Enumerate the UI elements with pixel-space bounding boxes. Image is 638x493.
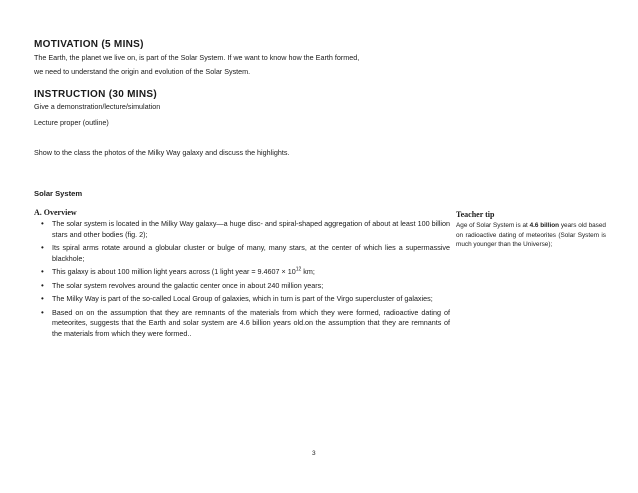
bullet-icon: •	[41, 219, 44, 228]
motivation-heading: MOTIVATION (5 MINS)	[34, 39, 144, 50]
highlight-text: 4.6 billion	[529, 222, 560, 229]
exponent: 12	[295, 266, 302, 273]
bullet-icon: •	[41, 243, 44, 252]
instruction-line-3: Show to the class the photos of the Milky Way galaxy and discuss the highlights.	[34, 148, 290, 157]
teacher-tip-text: Age of Solar System is at 4.6 billion years old based on radioactive dating of meteorites (Solar System is much younger than the Universe);	[456, 222, 606, 248]
teacher-tip-heading: Teacher tip	[456, 210, 495, 219]
overview-label: A. Overview	[34, 208, 77, 217]
instruction-line-2: Lecture proper (outline)	[34, 118, 109, 127]
bullet-icon: •	[41, 280, 44, 290]
solar-system-heading: Solar System	[34, 189, 83, 198]
list-item: • This galaxy is about 100 million light years across (1 light year = $9.4607 \times 10^{12}$ km;	[41, 266, 315, 276]
overview-list	[38, 219, 450, 342]
motivation-line-1: The Earth, the planet we live on, is part of the Solar System. If we want to know how the Earth formed,	[34, 53, 360, 62]
instruction-heading: INSTRUCTION (30 MINS)	[34, 89, 157, 100]
bullet-icon: •	[41, 267, 44, 276]
list-item: • The solar system is located in the Milky Way galaxy—a huge disc- and spiral-shaped aggregation of about at least 100 billion stars and other bodies (fig. 2);	[41, 219, 450, 239]
list-item: • The solar system revolves around the galactic center once in about 240 million years;	[41, 280, 324, 290]
motivation-line-2: we need to understand the origin and evolution of the Solar System.	[34, 67, 251, 76]
bullet-icon: •	[41, 294, 44, 303]
list-item: • Its spiral arms rotate around a globular cluster or bulge of many, many stars, at the center of which lies a supermassive blackhole;	[41, 243, 450, 263]
teacher-tip	[456, 210, 606, 250]
list-item: • Based on on the assumption that they are remnants of the materials from which they were formed, radioactive dating of meteorites, suggests that the Earth and solar system are 4.6 billion years old.on the assumption that they are remnants of the materials from which they were formed..	[41, 307, 450, 338]
list-item: • The Milky Way is part of the so-called Local Group of galaxies, which in turn is part of the Virgo supercluster of galaxies;	[41, 294, 433, 303]
page-number: 3	[312, 450, 316, 457]
instruction-line-1: Give a demonstration/lecture/simulation	[34, 102, 161, 111]
bullet-icon: •	[41, 307, 44, 317]
